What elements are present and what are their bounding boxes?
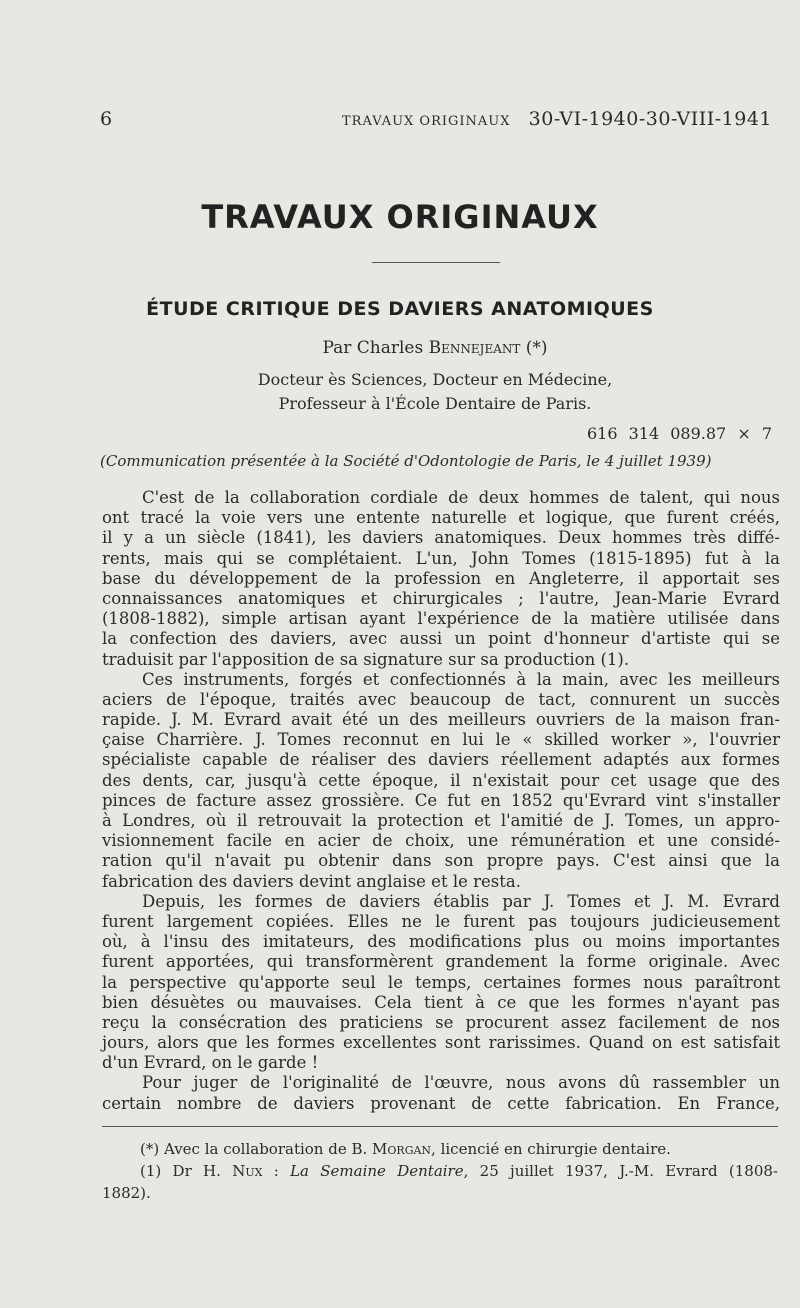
text-line: reçu la consécration des praticiens se procurent assez facilement de nos xyxy=(102,1012,780,1032)
text-line: où, à l'insu des imitateurs, des modifications plus ou moins importantes xyxy=(102,932,780,952)
footnote: (1) Dr H. Nux : La Semaine Dentaire, 25 juillet 1937, J.-M. Evrard (1808- xyxy=(140,1162,778,1180)
section-title: TRAVAUX ORIGINAUX xyxy=(201,198,599,236)
author-name: Bennejeant xyxy=(428,338,521,358)
text-line: à Londres, où il retrouvait la protection et l'amitié de J. Tomes, un appro- xyxy=(102,811,780,830)
title-divider xyxy=(372,262,500,263)
text-line: ont tracé la voie vers une entente naturelle et logique, que furent créés, xyxy=(102,508,780,528)
text-line: des dents, car, jusqu'à cette époque, il n'existait pour cet usage que des xyxy=(102,770,780,790)
text-line: base du développement de la profession en Angleterre, il apportait ses xyxy=(102,568,780,588)
text-line: çaise Charrière. J. Tomes reconnut en lui le « skilled worker », l'ouvrier xyxy=(102,730,780,750)
communication-note: (Communication présentée à la Société d'Odontologie de Paris, le 4 juillet 1939) xyxy=(100,452,712,470)
footnotes xyxy=(102,1138,778,1204)
text-line: visionnement facile en acier de choix, une rémunération et une considé- xyxy=(102,831,780,851)
page-header xyxy=(100,106,772,136)
text-line: traduisit par l'apposition de sa signature sur sa production (1). xyxy=(102,649,630,669)
byline: Par Charles Bennejeant (*) xyxy=(322,338,548,358)
text-line: Depuis, les formes de daviers établis par J. Tomes et J. M. Evrard xyxy=(142,891,780,911)
text-line: (1808-1882), simple artisan ayant l'expérience de la matière utilisée dans xyxy=(102,609,780,629)
text-line: fabrication des daviers devint anglaise et le resta. xyxy=(102,871,521,891)
text-line: furent largement copiées. Elles ne le furent pas toujours judicieusement xyxy=(102,911,780,931)
footnote-continuation: 1882). xyxy=(102,1184,151,1202)
text-line: Ces instruments, forgés et confectionnés à la main, avec les meilleurs xyxy=(142,669,780,689)
text-line: rapide. J. M. Evrard avait été un des meilleurs ouvriers de la maison fran- xyxy=(102,710,780,730)
text-line: connaissances anatomiques et chirurgicales ; l'autre, Jean-Marie Evrard xyxy=(102,588,780,608)
text-line: d'un Evrard, on le garde ! xyxy=(102,1053,319,1073)
text-line: bien désuètes ou mauvaises. Cela tient à ce que les formes n'ayant pas xyxy=(102,992,780,1012)
text-line: il y a un siècle (1841), les daviers anatomiques. Deux hommes très diffé- xyxy=(102,528,780,548)
text-line: rents, mais qui se complétaient. L'un, John Tomes (1815-1895) fut à la xyxy=(102,548,780,568)
author-affiliation: Docteur ès Sciences, Docteur en Médecine, xyxy=(257,370,613,389)
text-line: aciers de l'époque, traités avec beaucoup de tact, connurent un succès xyxy=(102,689,780,709)
text-line: la confection des daviers, avec aussi un point d'honneur d'artiste qui se xyxy=(102,629,780,649)
author-affiliation: Professeur à l'École Dentaire de Paris. xyxy=(278,394,592,413)
text-line: furent apportées, qui transformèrent grandement la forme originale. Avec xyxy=(102,952,780,972)
text-line: C'est de la collaboration cordiale de deux hommes de talent, qui nous xyxy=(142,488,780,507)
page-number: 6 xyxy=(100,108,113,130)
text-line: certain nombre de daviers provenant de cette fabrication. En France, xyxy=(102,1093,780,1113)
text-line: la perspective qu'apporte seul le temps, certaines formes nous paraîtront xyxy=(102,972,780,992)
footnote: (*) Avec la collaboration de B. Morgan, licencié en chirurgie dentaire. xyxy=(140,1140,671,1158)
text-line: ration qu'il n'avait pu obtenir dans son propre pays. C'est ainsi que la xyxy=(102,851,780,871)
article-body xyxy=(102,488,780,1114)
issue-date: 30-VI-1940-30-VIII-1941 xyxy=(528,108,772,130)
running-title: TRAVAUX ORIGINAUX xyxy=(342,114,511,129)
text-line: pinces de facture assez grossière. Ce fut en 1852 qu'Evrard vint s'installer xyxy=(102,790,780,810)
text-line: spécialiste capable de réaliser des daviers réellement adaptés aux formes xyxy=(102,750,780,770)
text-line: Pour juger de l'originalité de l'œuvre, nous avons dû rassembler un xyxy=(142,1073,780,1093)
classification-code: 616 314 089.87 × 7 xyxy=(587,424,772,443)
text-line: jours, alors que les formes excellentes sont rarissimes. Quand on est satisfait xyxy=(102,1033,780,1053)
footnote-divider xyxy=(102,1126,778,1127)
article-title: ÉTUDE CRITIQUE DES DAVIERS ANATOMIQUES xyxy=(146,298,654,320)
